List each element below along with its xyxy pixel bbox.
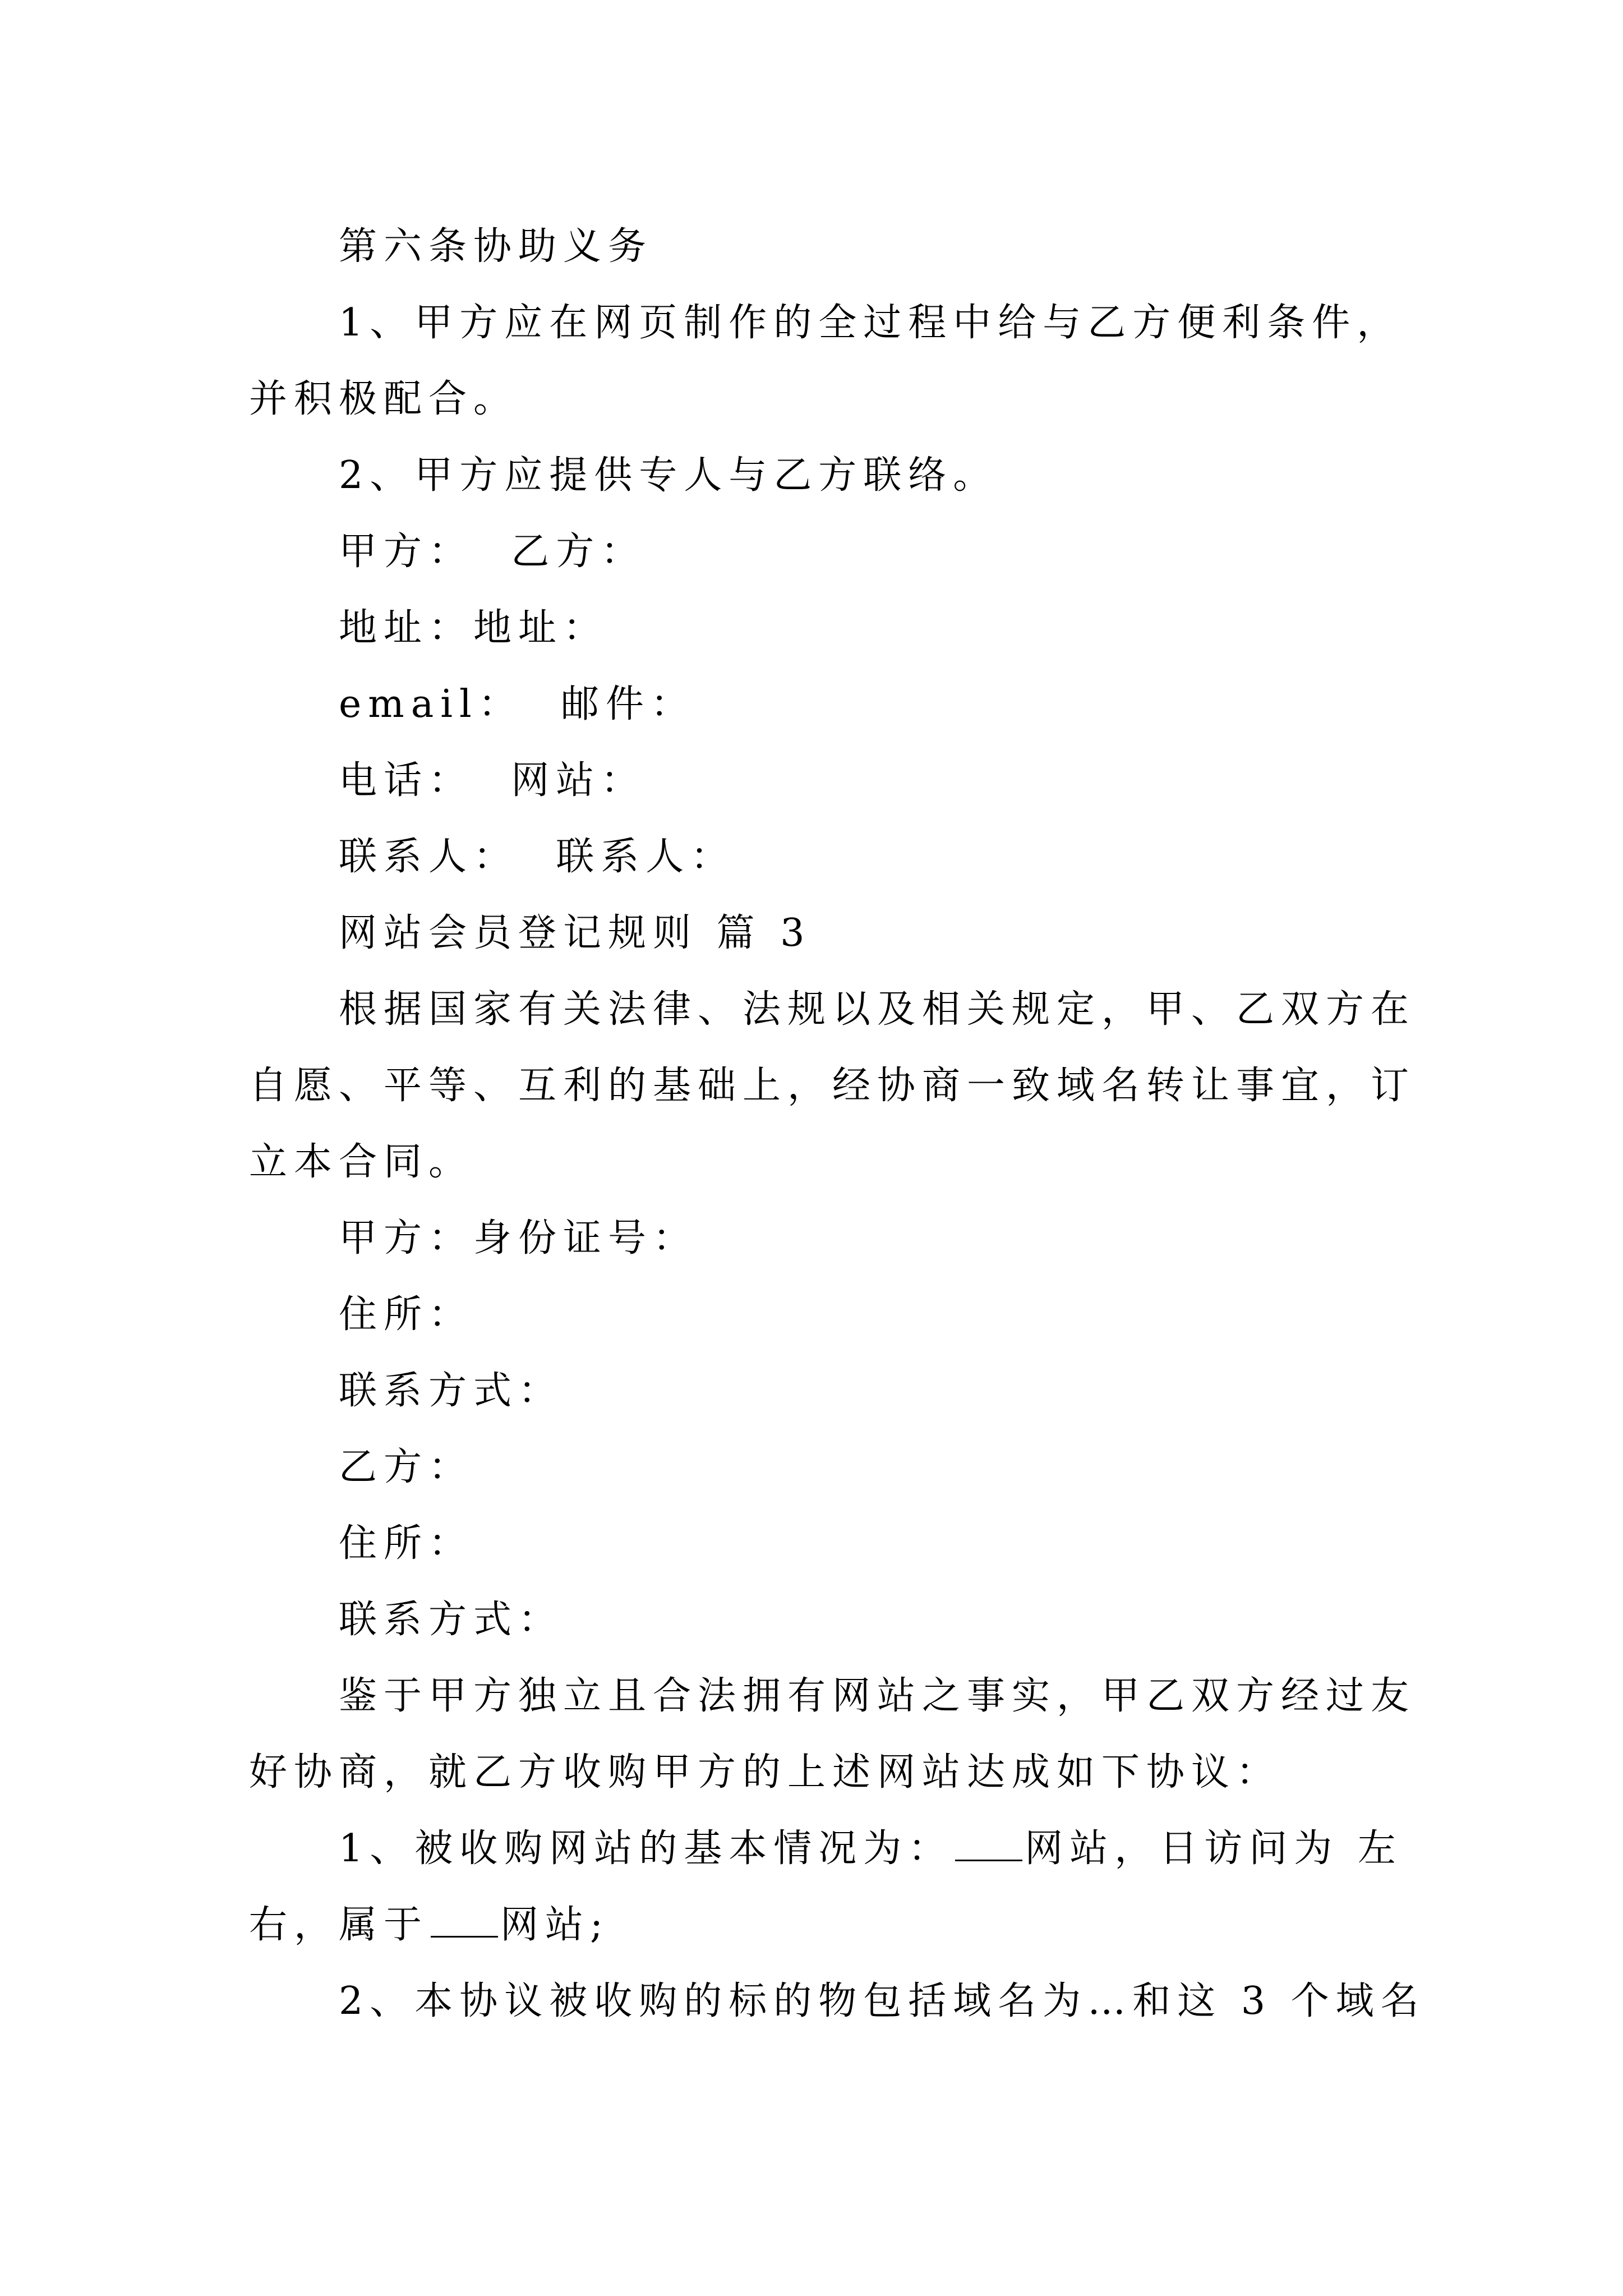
document-body bbox=[249, 209, 1426, 2040]
contact-labels: 联系人： 联系人： bbox=[339, 835, 736, 879]
address-labels: 地址：地址： bbox=[339, 606, 608, 650]
paragraph-line: 1、甲方应在网页制作的全过程中给与乙方便利条件， bbox=[339, 301, 1402, 345]
site-type-text-2: 网站; bbox=[500, 1903, 610, 1947]
paragraph-line: 并积极配合。 bbox=[249, 377, 519, 421]
party-a-id-label: 甲方：身份证号： bbox=[339, 1216, 698, 1260]
site-info-text-2: 网站，日访问为 左 bbox=[1025, 1826, 1403, 1871]
domain-line: 2、本协议被收购的标的物包括域名为…和这 3 个域名 bbox=[339, 1979, 1426, 2023]
site-type-text: 右，属于 bbox=[249, 1903, 429, 1947]
paragraph-line: 好协商，就乙方收购甲方的上述网站达成如下协议： bbox=[249, 1750, 1281, 1795]
site-info-line bbox=[249, 1811, 1403, 1887]
paragraph-line: 2、甲方应提供专人与乙方联络。 bbox=[339, 453, 998, 498]
email-labels: email： 邮件： bbox=[339, 682, 695, 726]
blank-underline bbox=[955, 1825, 1022, 1861]
section-title: 网站会员登记规则 篇 3 bbox=[339, 911, 811, 955]
site-type-line bbox=[249, 1887, 1387, 1963]
paragraph-line: 根据国家有关法律、法规以及相关规定，甲、乙双方在 bbox=[339, 987, 1416, 1032]
paragraph-line: 鉴于甲方独立且合法拥有网站之事实，甲乙双方经过友 bbox=[339, 1674, 1416, 1718]
paragraph-line: 自愿、平等、互利的基础上，经协商一致域名转让事宜，订 bbox=[249, 1064, 1416, 1108]
heading-article-6: 第六条协助义务 bbox=[339, 224, 653, 269]
party-b-label: 乙方： bbox=[339, 1445, 474, 1489]
party-b-residence-label: 住所： bbox=[339, 1521, 474, 1566]
party-a-contact-label: 联系方式： bbox=[339, 1369, 564, 1413]
paragraph-line: 立本合同。 bbox=[249, 1140, 474, 1184]
party-a-residence-label: 住所： bbox=[339, 1292, 474, 1337]
blank-underline bbox=[431, 1901, 498, 1938]
party-b-contact-label: 联系方式： bbox=[339, 1598, 564, 1642]
site-info-text: 1、被收购网站的基本情况为： bbox=[339, 1826, 953, 1871]
party-labels: 甲方： 乙方： bbox=[339, 530, 646, 574]
phone-labels: 电话： 网站： bbox=[339, 758, 646, 803]
